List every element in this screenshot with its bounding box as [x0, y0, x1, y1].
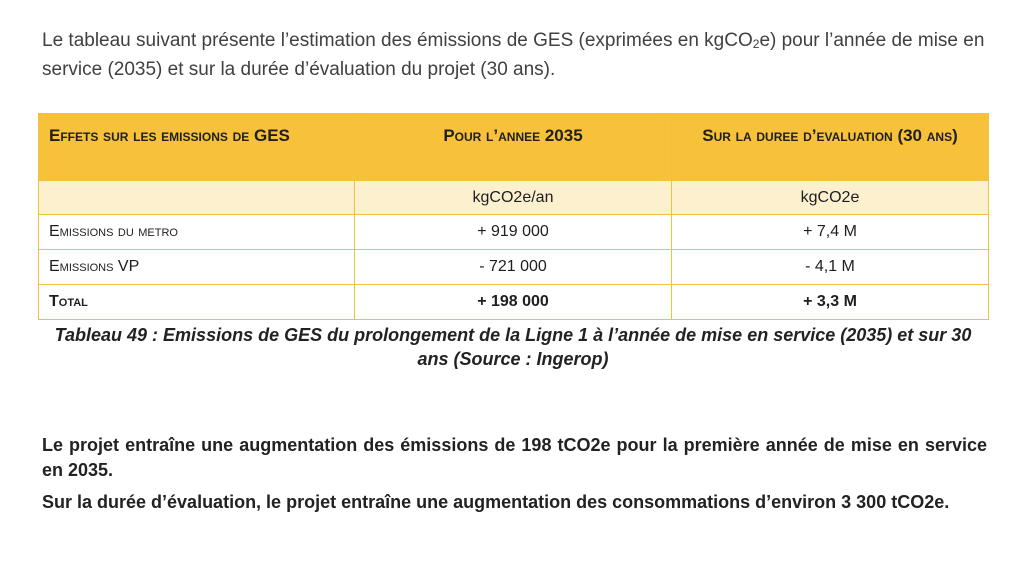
header-effects: Effets sur les emissions de GES	[39, 114, 355, 181]
conclusion-first-year: Le projet entraîne une augmentation des émissions de 198 tCO2e pour la première année de mise en service en 2035.	[42, 435, 987, 480]
row-label: Total	[39, 285, 355, 320]
row-total-value: + 7,4 M	[672, 215, 989, 250]
ges-emissions-table	[38, 113, 989, 320]
row-total-value: - 4,1 M	[672, 250, 989, 285]
units-row	[39, 181, 989, 215]
table-row	[39, 250, 989, 285]
table-header-row	[39, 114, 989, 181]
units-cell-empty	[39, 181, 355, 215]
table-row	[39, 215, 989, 250]
header-evaluation-period: Sur la duree d’evaluation (30 ans)	[672, 114, 989, 181]
intro-subscript: 2	[752, 37, 760, 51]
row-label: Emissions VP	[39, 250, 355, 285]
row-annual-value: + 919 000	[355, 215, 672, 250]
row-annual-value: - 721 000	[355, 250, 672, 285]
table-caption: Tableau 49 : Emissions de GES du prolongement de la Ligne 1 à l’année de mise en service (2035) et sur 30 ans (Source : Ingerop)	[54, 325, 972, 369]
conclusion-evaluation-period: Sur la durée d’évaluation, le projet entraîne une augmentation des consommations d’environ 3 300 tCO2e.	[42, 492, 950, 512]
intro-text-after: e) pour l’année de mise en service (2035) et sur la durée d’évaluation du projet (30 ans).	[42, 30, 985, 80]
table-row-total	[39, 285, 989, 320]
intro-paragraph	[42, 28, 992, 83]
units-cell-annual: kgCO2e/an	[355, 181, 672, 215]
row-annual-value: + 198 000	[355, 285, 672, 320]
header-year-2035: Pour l’annee 2035	[355, 114, 672, 181]
units-cell-total: kgCO2e	[672, 181, 989, 215]
row-label: Emissions du metro	[39, 215, 355, 250]
row-total-value: + 3,3 M	[672, 285, 989, 320]
intro-text-before: Le tableau suivant présente l’estimation des émissions de GES (exprimées en kgCO	[42, 30, 753, 51]
